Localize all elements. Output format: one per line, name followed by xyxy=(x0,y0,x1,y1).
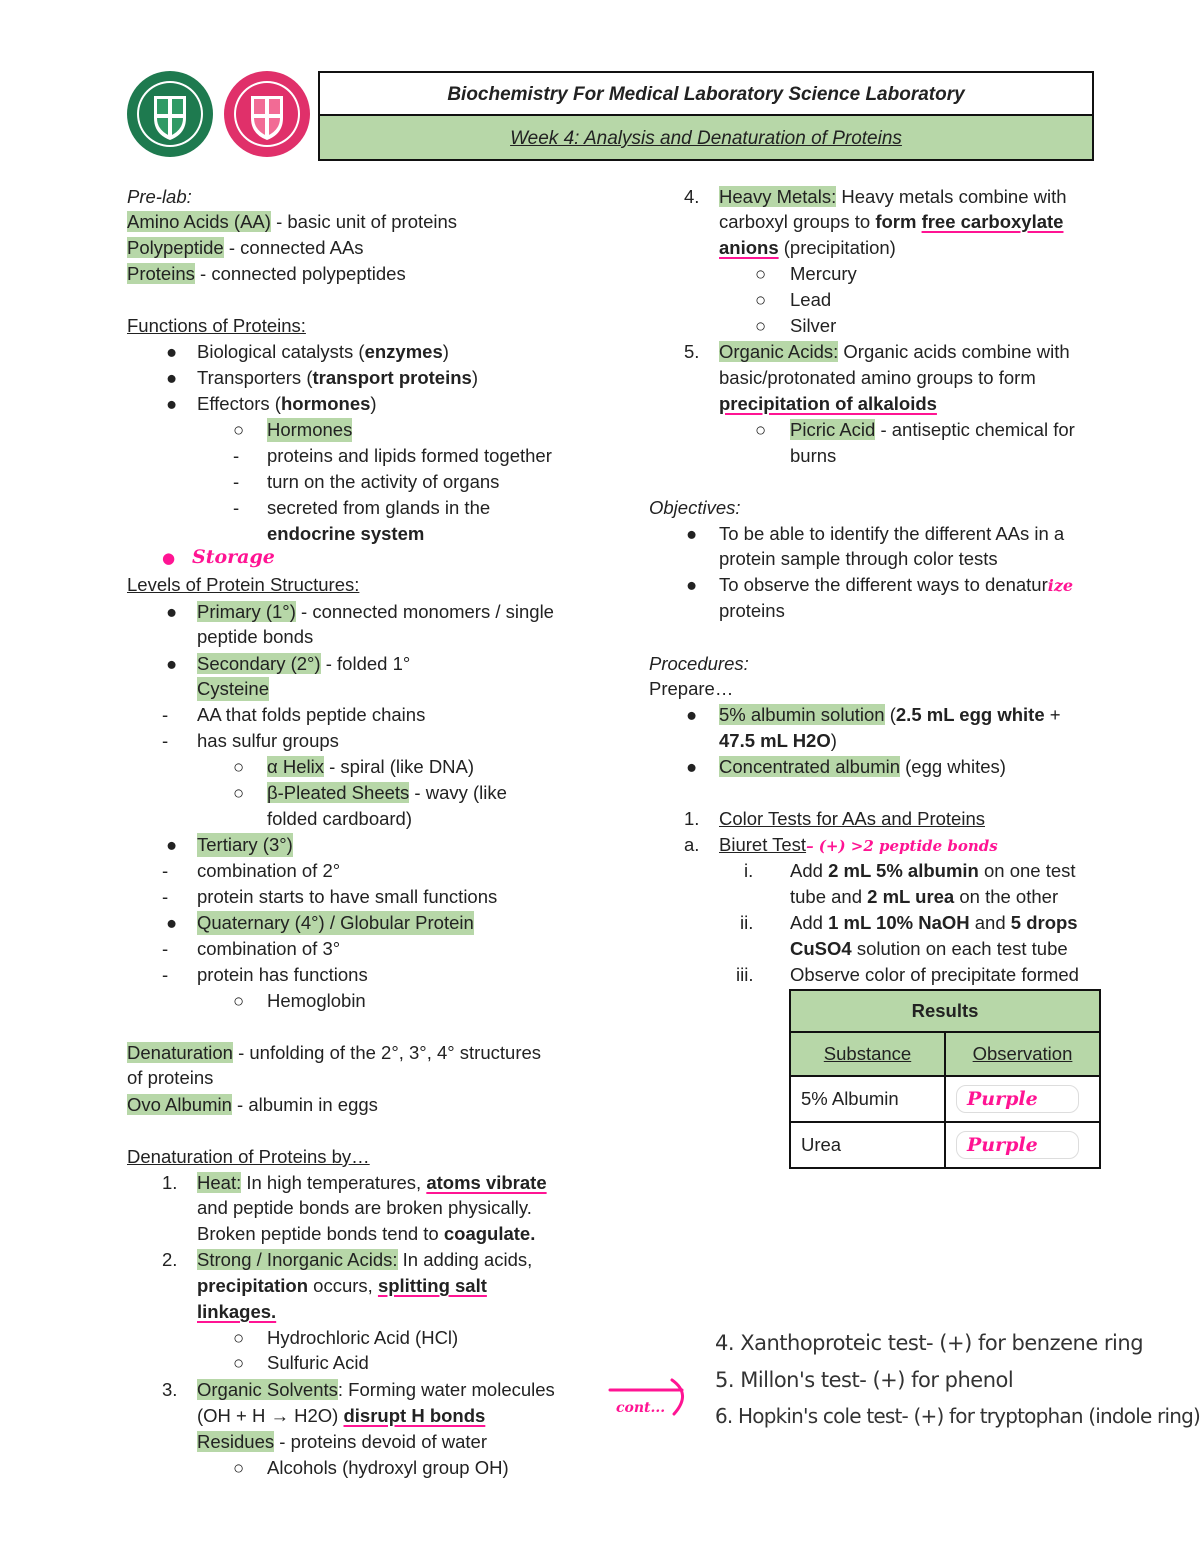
circle-bullet-icon: ○ xyxy=(233,756,245,777)
biuret-step xyxy=(790,859,1076,883)
text: To observe the different ways to denatur xyxy=(719,574,1048,595)
text: tube and xyxy=(790,886,868,907)
substance-cell: Urea xyxy=(790,1122,945,1168)
text: 2 mL 5% albumin xyxy=(828,860,979,881)
acids-item-cont xyxy=(197,1274,487,1298)
list-roman: iii. xyxy=(736,964,754,985)
bullet-icon: ● xyxy=(166,367,178,388)
term: Secondary (2°) xyxy=(197,653,321,674)
bullet-icon: ● xyxy=(686,704,698,725)
objective-item: To be able to identify the different AAs in a xyxy=(719,523,1065,544)
quaternary-note: protein has functions xyxy=(197,964,368,985)
biuret-step: Observe color of precipitate formed xyxy=(790,964,1079,985)
list-number: 2. xyxy=(162,1249,178,1270)
text: CuSO4 xyxy=(790,938,852,959)
bullet-icon: ● xyxy=(166,601,178,622)
definition: - wavy (like xyxy=(409,782,507,803)
definition: - proteins devoid of water xyxy=(274,1431,487,1452)
bullet-icon: ● xyxy=(166,834,178,855)
alcohols: Alcohols (hydroxyl group OH) xyxy=(267,1457,509,1478)
dash-icon: - xyxy=(162,938,169,959)
text: 5 drops xyxy=(1010,912,1078,933)
term: Strong / Inorganic Acids: xyxy=(197,1249,398,1270)
text: precipitation xyxy=(197,1275,309,1296)
handwritten-test-6: 6. Hopkin's cole test- (+) for tryptophan (indole ring) xyxy=(715,1404,1200,1428)
handwritten-cont: cont... xyxy=(616,1400,666,1416)
bullet-icon: ● xyxy=(166,653,178,674)
hemoglobin: Hemoglobin xyxy=(267,990,366,1011)
text: 2.5 mL egg white xyxy=(895,704,1045,725)
procedures-heading: Procedures: xyxy=(649,653,749,674)
dash-icon: - xyxy=(233,497,240,518)
primary-structure xyxy=(197,600,554,624)
table-title: Results xyxy=(790,990,1100,1032)
alpha-helix xyxy=(267,755,474,779)
acids-item xyxy=(197,1248,532,1272)
text: occurs, xyxy=(308,1275,378,1296)
circle-bullet-icon: ○ xyxy=(233,1352,245,1373)
text: and xyxy=(969,912,1011,933)
list-number: 5. xyxy=(684,341,700,362)
table-row xyxy=(790,1076,1100,1122)
list-number: 4. xyxy=(684,186,700,207)
table-title-row xyxy=(790,990,1100,1032)
text: on one test xyxy=(978,860,1076,881)
denaturation-definition-cont: of proteins xyxy=(127,1067,214,1088)
text: Transporters ( xyxy=(197,367,313,388)
objective-item xyxy=(719,573,1073,598)
cysteine-note: AA that folds peptide chains xyxy=(197,704,426,725)
definition: - spiral (like DNA) xyxy=(323,756,475,777)
text: solution on each test tube xyxy=(851,938,1068,959)
residues-definition xyxy=(197,1430,487,1454)
handwritten-arrow-icon xyxy=(606,1376,690,1420)
term: Proteins xyxy=(127,263,195,284)
prelab-heading: Pre-lab: xyxy=(127,186,192,207)
text: disrupt H bonds xyxy=(343,1405,486,1426)
text: In high temperatures, xyxy=(241,1172,427,1193)
circle-bullet-icon: ○ xyxy=(233,1327,245,1348)
functions-heading: Functions of Proteins: xyxy=(127,315,306,336)
bullet-icon: ● xyxy=(166,912,178,933)
circle-bullet-icon: ○ xyxy=(755,263,767,284)
term: Amino Acids (AA) xyxy=(127,211,271,232)
organic-acids-cont: precipitation of alkaloids xyxy=(719,393,937,414)
dash-icon: - xyxy=(162,964,169,985)
picric-acid xyxy=(790,418,1075,442)
cysteine-term: Cysteine xyxy=(197,678,269,699)
text: ) xyxy=(370,393,377,414)
quaternary-structure: Quaternary (4°) / Globular Protein xyxy=(197,912,474,933)
text: hormones xyxy=(280,393,371,414)
text: ) xyxy=(830,730,837,751)
picric-acid-cont: burns xyxy=(790,445,837,466)
term: Picric Acid xyxy=(790,419,876,440)
beta-sheets xyxy=(267,781,507,805)
circle-bullet-icon: ○ xyxy=(755,289,767,310)
function-item xyxy=(197,366,478,390)
primary-structure-cont: peptide bonds xyxy=(197,626,314,647)
term: Residues xyxy=(197,1431,275,1452)
organic-solvents-item xyxy=(197,1378,555,1402)
handwritten-test-4: 4. Xanthoproteic test- (+) for benzene ring xyxy=(715,1331,1144,1355)
definition: - antiseptic chemical for xyxy=(875,419,1075,440)
prepare-heading: Prepare… xyxy=(649,678,734,699)
university-seal-green xyxy=(126,70,214,158)
hormone-note: proteins and lipids formed together xyxy=(267,445,552,466)
proteins-definition xyxy=(127,262,406,286)
heavy-metals-cont xyxy=(719,210,1063,234)
hormone-note: endocrine system xyxy=(267,523,425,544)
list-roman: i. xyxy=(744,860,754,881)
column-header-observation: Observation xyxy=(945,1032,1100,1076)
prepare-item xyxy=(719,703,1061,727)
text: Heavy metals combine with xyxy=(836,186,1067,207)
list-roman: ii. xyxy=(740,912,754,933)
heat-item-cont xyxy=(197,1222,535,1246)
list-number: 1. xyxy=(162,1172,178,1193)
text: splitting salt xyxy=(377,1275,487,1296)
definition: - connected polypeptides xyxy=(194,263,406,284)
function-item xyxy=(197,340,449,364)
text: 2 mL urea xyxy=(867,886,955,907)
dash-icon: - xyxy=(162,886,169,907)
text: 47.5 mL H2O xyxy=(719,730,831,751)
list-number: 1. xyxy=(684,808,700,829)
bullet-icon: ● xyxy=(686,756,698,777)
term: Organic Acids: xyxy=(719,341,839,362)
definition: - folded 1° xyxy=(320,653,411,674)
lead: Lead xyxy=(790,289,832,310)
observation-cell xyxy=(945,1122,1100,1168)
dash-icon: - xyxy=(162,860,169,881)
column-header-substance: Substance xyxy=(790,1032,945,1076)
bullet-icon: ● xyxy=(166,393,178,414)
week-title: Week 4: Analysis and Denaturation of Proteins xyxy=(510,128,902,149)
function-item xyxy=(197,392,377,416)
handwritten-correction: ize xyxy=(1047,576,1074,595)
text: atoms vibrate xyxy=(426,1172,547,1193)
week-title-box xyxy=(318,114,1094,161)
secondary-structure xyxy=(197,652,410,676)
polypeptide-definition xyxy=(127,236,364,260)
acids-item-cont: linkages. xyxy=(197,1301,277,1322)
quaternary-note: combination of 3° xyxy=(197,938,341,959)
tertiary-note: combination of 2° xyxy=(197,860,341,881)
levels-heading: Levels of Protein Structures: xyxy=(127,574,360,595)
hormone-note: secreted from glands in the xyxy=(267,497,491,518)
objectives-heading: Objectives: xyxy=(649,497,741,518)
dash-icon: - xyxy=(162,704,169,725)
sulfuric-acid: Sulfuric Acid xyxy=(267,1352,369,1373)
table-header-row xyxy=(790,1032,1100,1076)
text: ( xyxy=(884,704,896,725)
list-letter: a. xyxy=(684,834,700,855)
tertiary-note: protein starts to have small functions xyxy=(197,886,498,907)
term: Heavy Metals: xyxy=(719,186,837,207)
handwritten-observation: Purple xyxy=(956,1085,1079,1113)
text: enzymes xyxy=(364,341,443,362)
objective-item-cont: protein sample through color tests xyxy=(719,548,998,569)
heavy-metals-item xyxy=(719,185,1067,209)
objective-item-cont: proteins xyxy=(719,600,785,621)
university-seal-pink xyxy=(223,70,311,158)
silver: Silver xyxy=(790,315,837,336)
term: β-Pleated Sheets xyxy=(267,782,410,803)
text: anions xyxy=(719,237,779,258)
term: Concentrated albumin xyxy=(719,756,900,777)
text: form xyxy=(875,211,922,232)
denaturation-by-heading: Denaturation of Proteins by… xyxy=(127,1146,370,1167)
heat-item xyxy=(197,1171,547,1195)
text: on the other xyxy=(954,886,1059,907)
course-title: Biochemistry For Medical Laboratory Science Laboratory xyxy=(447,84,965,105)
handwritten-bullet-icon: ● xyxy=(162,549,176,567)
color-tests-heading: Color Tests for AAs and Proteins xyxy=(719,808,985,829)
dash-icon: - xyxy=(162,730,169,751)
cysteine-note: has sulfur groups xyxy=(197,730,339,751)
text: In adding acids, xyxy=(397,1249,533,1270)
text: Organic acids combine with xyxy=(838,341,1070,362)
biuret-step xyxy=(790,911,1078,935)
text: carboxyl groups to xyxy=(719,211,876,232)
tertiary-structure: Tertiary (3°) xyxy=(197,834,293,855)
text: Effectors ( xyxy=(197,393,281,414)
text: 1 mL 10% NaOH xyxy=(828,912,970,933)
circle-bullet-icon: ○ xyxy=(755,315,767,336)
text: Biuret Test xyxy=(719,834,807,855)
biuret-test-heading xyxy=(719,833,998,858)
dash-icon: - xyxy=(233,445,240,466)
observation-cell xyxy=(945,1076,1100,1122)
circle-bullet-icon: ○ xyxy=(233,419,245,440)
heat-item-cont: and peptide bonds are broken physically. xyxy=(197,1197,532,1218)
text: Add xyxy=(790,860,829,881)
term: α Helix xyxy=(267,756,324,777)
dash-icon: - xyxy=(233,471,240,492)
text: coagulate. xyxy=(443,1223,536,1244)
term: 5% albumin solution xyxy=(719,704,885,725)
results-table xyxy=(789,989,1101,1169)
hydrochloric-acid: Hydrochloric Acid (HCl) xyxy=(267,1327,459,1348)
text: Biological catalysts ( xyxy=(197,341,365,362)
ovo-albumin-definition xyxy=(127,1093,378,1117)
hormones-term: Hormones xyxy=(267,419,353,440)
circle-bullet-icon: ○ xyxy=(755,419,767,440)
circle-bullet-icon: ○ xyxy=(233,990,245,1011)
text: ) xyxy=(471,367,478,388)
prepare-item xyxy=(719,755,1006,779)
prepare-item-cont xyxy=(719,729,837,753)
circle-bullet-icon: ○ xyxy=(233,782,245,803)
term: Heat: xyxy=(197,1172,242,1193)
organic-acids-cont: basic/protonated amino groups to form xyxy=(719,367,1036,388)
definition: (egg whites) xyxy=(900,756,1006,777)
denaturation-definition xyxy=(127,1041,541,1065)
circle-bullet-icon: ○ xyxy=(233,1457,245,1478)
heavy-metals-cont xyxy=(719,236,896,260)
course-title-box xyxy=(318,71,1094,116)
mercury: Mercury xyxy=(790,263,857,284)
text: (precipitation) xyxy=(778,237,896,258)
definition: - basic unit of proteins xyxy=(270,211,458,232)
handwritten-storage: Storage xyxy=(192,546,275,568)
text: : Forming water molecules xyxy=(337,1379,555,1400)
text: (OH + H → H2O) xyxy=(197,1405,344,1426)
bullet-icon: ● xyxy=(686,523,698,544)
text: transport proteins xyxy=(312,367,472,388)
term: Denaturation xyxy=(127,1042,233,1063)
term: Organic Solvents xyxy=(197,1379,338,1400)
organic-acids-item xyxy=(719,340,1070,364)
bullet-icon: ● xyxy=(686,574,698,595)
text: ) xyxy=(442,341,449,362)
term: Ovo Albumin xyxy=(127,1094,232,1115)
term: Polypeptide xyxy=(127,237,224,258)
biuret-step-cont xyxy=(790,885,1058,909)
definition: - unfolding of the 2°, 3°, 4° structures xyxy=(232,1042,542,1063)
text: free carboxylate xyxy=(921,211,1064,232)
biuret-step-cont xyxy=(790,937,1068,961)
text: Broken peptide bonds tend to xyxy=(197,1223,444,1244)
definition: - connected monomers / single xyxy=(295,601,554,622)
hormone-note: turn on the activity of organs xyxy=(267,471,500,492)
definition: - albumin in eggs xyxy=(231,1094,378,1115)
table-row xyxy=(790,1122,1100,1168)
organic-solvents-cont xyxy=(197,1404,485,1428)
list-number: 3. xyxy=(162,1379,178,1400)
amino-acid-definition xyxy=(127,210,457,234)
substance-cell: 5% Albumin xyxy=(790,1076,945,1122)
definition: - connected AAs xyxy=(223,237,364,258)
beta-sheets-cont: folded cardboard) xyxy=(267,808,413,829)
text: + xyxy=(1044,704,1061,725)
handwritten-test-5: 5. Millon's test- (+) for phenol xyxy=(715,1368,1014,1392)
handwritten-note: – (+) >2 peptide bonds xyxy=(806,837,998,855)
handwritten-observation: Purple xyxy=(956,1131,1079,1159)
text: Add xyxy=(790,912,829,933)
term: Primary (1°) xyxy=(197,601,296,622)
bullet-icon: ● xyxy=(166,341,178,362)
